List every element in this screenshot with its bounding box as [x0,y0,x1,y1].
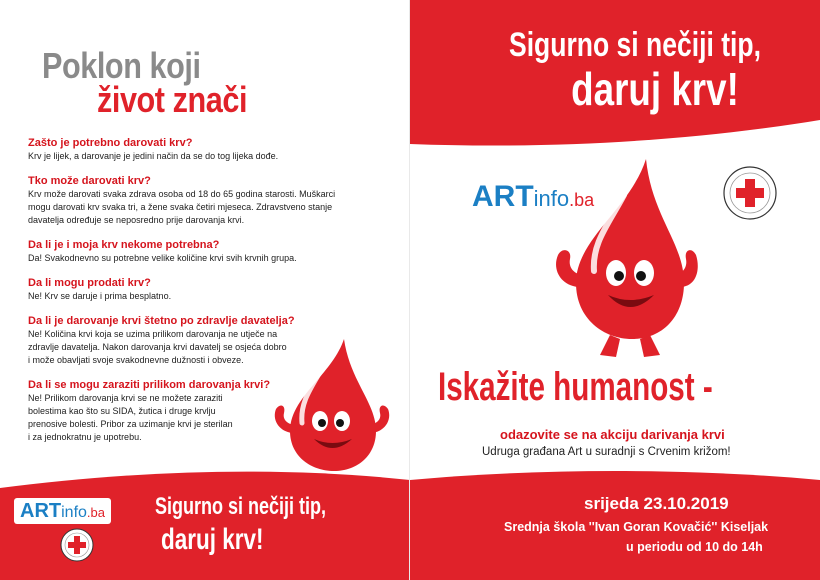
faq-answer: Krv je lijek, a darovanje je jedini način da se do tog lijeka dođe. [28,151,279,161]
slogan-line-2: daruj krv! [161,523,264,556]
page-headline [42,45,274,120]
faq-question: Da li je i moja krv nekome potrebna? [28,239,220,251]
faq-answer-line: i može obavljati svoje svakodnevne dužnosti i obveze. [28,355,244,365]
logo-art: ART [472,180,534,213]
faq-answer-line: Ne! Prilikom darovanja krvi se ne možete zaraziti [28,393,223,403]
faq-question: Zašto je potrebno darovati krv? [28,137,193,149]
logo-info: info [533,186,570,211]
blood-drop-mascot-icon [262,335,392,475]
headline-line-1: Poklon koji [42,45,201,86]
artinfo-logo [14,498,111,524]
blood-drop-mascot-icon [550,155,700,365]
logo-info: info [61,504,87,521]
faq-answer-line: bolestima kao što su SIDA, žutica i druge krvlju [28,406,216,416]
faq-answer-line: davatelja određuje se neposredno prije darovanja krvi. [28,215,245,225]
faq-question: Da li je darovanje krvi štetno po zdravlje davatelja? [28,315,295,327]
humanity-headline: Iskažite humanost - [438,365,713,409]
faq-answer-line: prenosive bolesti. Pribor za uzimanje krvi je sterilan [28,419,233,429]
faq-answer-line: zdravlje davatelja. Nakon darovanja krvi davatelj se osjeća dobro [28,342,287,352]
logo-art: ART [20,500,62,522]
logo-ba: .ba [569,190,595,210]
right-page [410,0,820,580]
faq-answer: Da! Svakodnevno su potrebne velike količine krvi svih krvnih grupa. [28,253,297,263]
red-cross-icon [722,165,778,221]
logo-ba: .ba [86,505,105,520]
event-hours: u periodu od 10 do 14h [626,540,763,554]
faq-answer-line: Krv može darovati svaka zdrava osoba od 18 do 65 godina starosti. Muškarci [28,189,336,199]
right-slogan [410,26,820,115]
left-slogan [155,495,383,555]
faq-item [28,238,348,265]
headline-line-2: život znači [97,79,248,120]
event-venue: Srednja škola ''Ivan Goran Kovačić'' Kiseljak [504,520,769,534]
faq-item [28,174,348,227]
slogan-line-1: Sigurno si nečiji tip, [509,26,761,64]
slogan-line-2: daruj krv! [571,63,739,115]
faq-item [28,136,348,163]
organizer-text: Udruga građana Art u suradnji s Crvenim križom! [482,446,731,458]
faq-answer-line: i za jednokratnu je upotrebu. [28,432,142,442]
faq-question: Da li mogu prodati krv? [28,277,151,289]
event-date: srijeda 23.10.2019 [584,494,729,513]
red-cross-icon [60,528,94,562]
faq-answer-line: mogu darovati krv svaka tri, a žene svaka četiri mjeseca. Zdravstveno stanje [28,202,333,212]
faq-question: Tko može darovati krv? [28,175,151,187]
faq-answer: Ne! Krv se daruje i prima besplatno. [28,291,172,301]
call-to-action: odazovite se na akciju darivanja krvi [500,427,725,442]
faq-item [28,276,348,303]
slogan-line-1: Sigurno si nečiji tip, [155,493,327,520]
faq-question: Da li se mogu zaraziti prilikom darovanja krvi? [28,379,271,391]
faq-answer-line: Ne! Količina krvi koja se uzima prilikom darovanja ne utječe na [28,329,278,339]
